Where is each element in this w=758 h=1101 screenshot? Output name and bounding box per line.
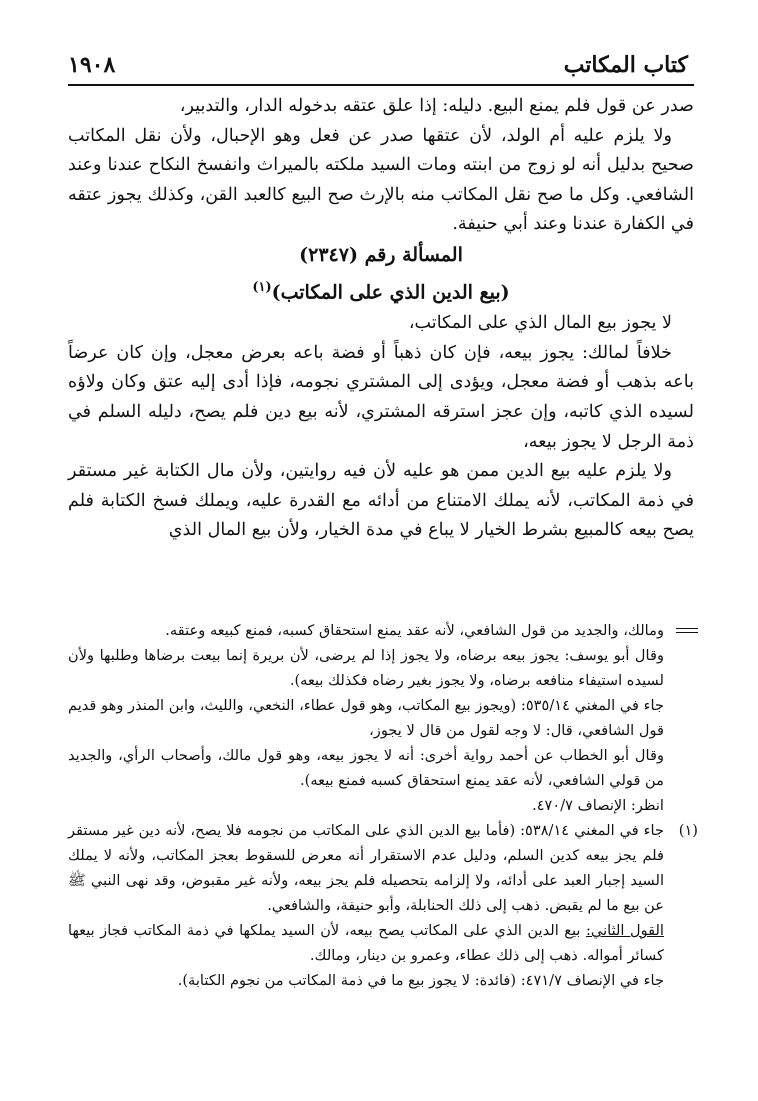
paragraph: لا يجوز بيع المال الذي على المكاتب، xyxy=(408,313,672,334)
issue-heading: المسألة رقم (٢٣٤٧) xyxy=(299,243,463,266)
issue-subheading: (بيع الدين الذي على المكاتب)$^{(١)}$ xyxy=(252,279,510,304)
footnote-text: جاء في المغني ٥٣٨/١٤: (فأما بيع الدين الذي على المكاتب من نجومه فلا يصح، لأنه دين غير مستقر فلم يجز بيعه كدين السلم، ودليل عدم الاستقرار أنه معرض للسقوط بعجز المكاتب، ولأنه لا يملك السيد إجبار العبد على أدائه، ولا إلزامه بتحصيله فلم يجز بيعه، ولأنه غير مقبوض، وقد نهى النبي ﷺ عن بيع ما لم يقبض. ذهب إلى ذلك الحنابلة، وأبو حنيفة، والشافعي. xyxy=(68,822,664,914)
paragraph: ولا يلزم عليه أم الولد، لأن عتقها صدر عن فعل وهو الإحبال، ولأن نقل المكاتب صحيح بدليل أنه لو زوج من ابنته ومات السيد ملكته بالميراث وانفسخ النكاح عندنا وعند الشافعي. وكل ما صح نقل المكاتب منه بالإرث صح البيع كالعبد القن، وكذلك يجوز عتقه في الكفارة عندنا وعند أبي حنيفة. xyxy=(68,125,694,235)
footnote-text: ومالك، والجديد من قول الشافعي، لأنه عقد يمنع استحقاق كسبه، فمنع كبيعه وعتقه. xyxy=(165,622,664,639)
main-text xyxy=(68,92,694,546)
second-opinion-label: القول الثاني: xyxy=(585,922,664,939)
footnote-text: وقال أبو الخطاب عن أحمد رواية أخرى: أنه لا يجوز بيعه، وهو قول مالك، وأصحاب الرأي، والجديد من قولي الشافعي، لأنه عقد يمنع استحقاق كسبه فمنع بيعه). xyxy=(68,747,664,789)
paragraph: خلافاً لمالك: يجوز بيعه، فإن كان ذهباً أو فضة باعه بعرض معجل، وإن كان عرضاً باعه بذهب أو فضة معجل، ويؤدى إلى المشتري نجومه، فإذا أدى إليه عتق وكان ولاؤه لسيده الذي كاتبه، وإن عجز استرقه المشتري، لأنه بيع دين فلم يصح، دليله السلم في ذمة الرجل لا يجوز بيعه، xyxy=(68,342,694,452)
footnote-text: جاء في الإنصاف ٤٧١/٧: (فائدة: لا يجوز بيع ما في ذمة المكاتب من نجوم الكتابة). xyxy=(177,972,664,989)
page-header xyxy=(68,46,694,86)
footnote-text: انظر: الإنصاف ٤٧٠/٧. xyxy=(532,797,664,814)
footnote-divider xyxy=(676,628,698,629)
footnote-text: جاء في المغني ٥٣٥/١٤: (ويجوز بيع المكاتب، وهو قول عطاء، النخعي، والليث، وابن المنذر وهو قديم قول الشافعي، قال: لا وجه لقول من قال لا يجوز، xyxy=(68,697,664,739)
paragraph: ولا يلزم عليه بيع الدين ممن هو عليه لأن فيه روايتين، ولأن مال الكتابة غير مستقر في ذمة المكاتب، لأنه يملك الامتناع من أدائه مع القدرة عليه، ويملك فسخ الكتابة فلم يصح بيعه كالمبيع بشرط الخيار لا يباع في مدة الخيار، ولأن بيع المال الذي xyxy=(68,461,694,541)
footnote-divider xyxy=(676,632,698,633)
page-number: ١٩٠٨ xyxy=(68,52,116,78)
footnote-1 xyxy=(68,818,698,918)
footnote-text: وقال أبو يوسف: يجوز بيعه برضاه، ولا يجوز إذا لم يرضى، لأن بريرة إنما بيعت برضاها وطلبها ولأن لسيده استيفاء منافعه برضاه، ولا يجوز بغير رضاه فكذلك بيعه). xyxy=(68,647,664,689)
footnote-number: (١) xyxy=(678,822,698,839)
footnote-text: القول الثاني: بيع الدين الذي على المكاتب يصح بيعه، لأن السيد يملكها في ذمة المكاتب فجاز بيعها كسائر أمواله. ذهب إلى ذلك عطاء، وعمرو بن دينار، ومالك. xyxy=(68,922,664,964)
book-title: كتاب المكاتب xyxy=(563,52,688,78)
paragraph: صدر عن قول فلم يمنع البيع. دليله: إذا علق عتقه بدخوله الدار، والتدبير، xyxy=(179,96,694,116)
footnote-ref: (١) xyxy=(252,279,272,295)
footnotes xyxy=(68,618,698,993)
